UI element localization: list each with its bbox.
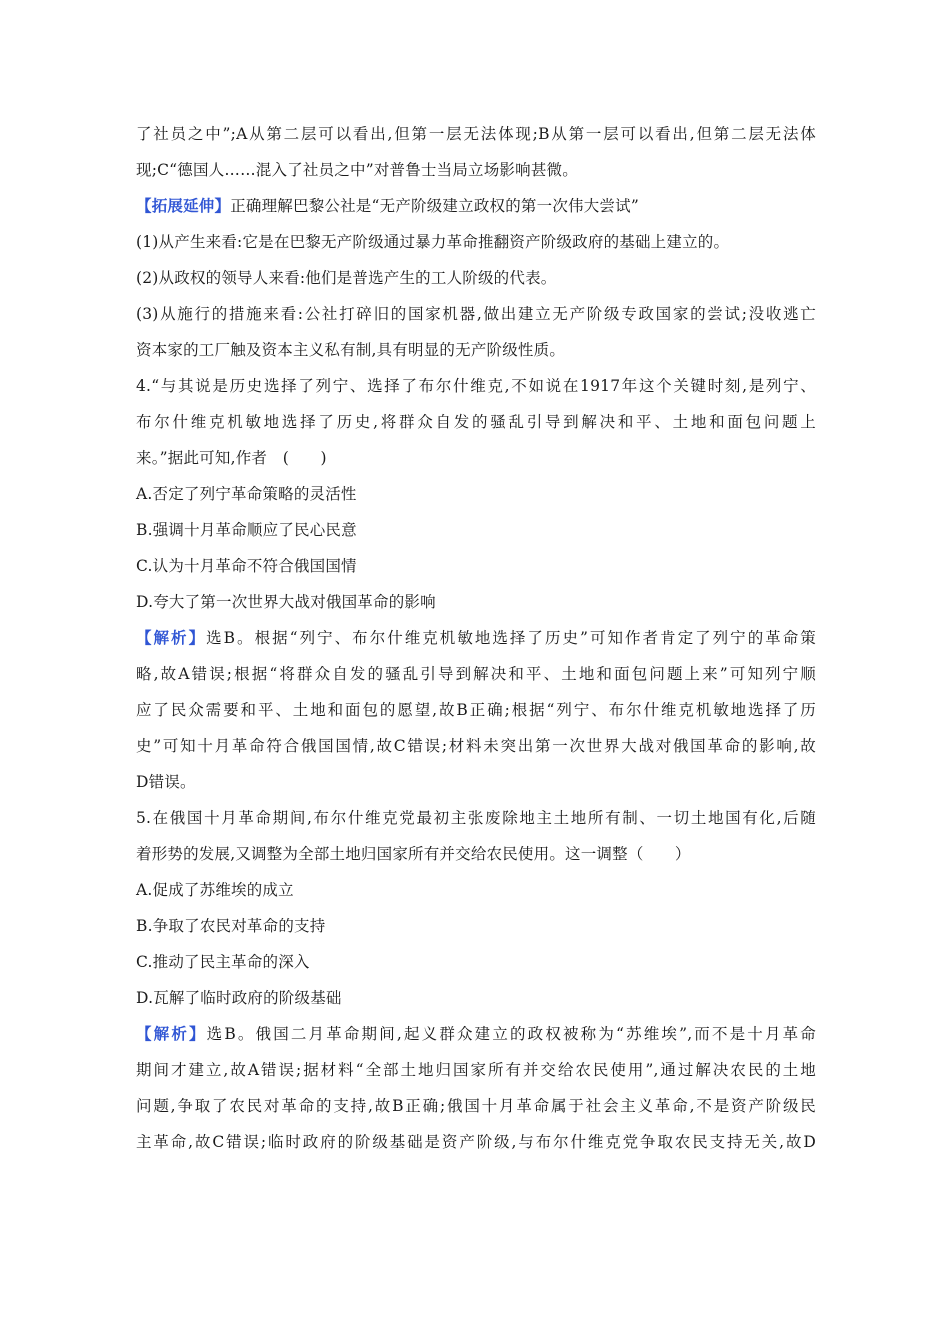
option-d: D.夸大了第一次世界大战对俄国革命的影响 [136, 593, 436, 611]
extension-section [136, 188, 816, 368]
analysis-line [136, 1016, 816, 1052]
analysis-line: D错误。 [136, 773, 196, 791]
option-b: B.争取了农民对革命的支持 [136, 917, 326, 935]
analysis-line: 问题,争取了农民对革命的支持,故B正确;俄国十月革命属于社会主义革命,不是资产阶级民 [136, 1097, 816, 1115]
previous-analysis-continuation [136, 116, 816, 188]
analysis-line: 期间才建立,故A错误;据材料“全部土地归国家所有并交给农民使用”,通过解决农民的土地 [136, 1061, 816, 1079]
question-4 [136, 368, 816, 800]
extension-point: (2)从政权的领导人来看:他们是普选产生的工人阶级的代表。 [136, 269, 557, 287]
question-stem-line: 4.“与其说是历史选择了列宁、选择了布尔什维克,不如说在1917年这个关键时刻,是列宁、 [136, 377, 816, 395]
extension-title: 正确理解巴黎公社是“无产阶级建立政权的第一次伟大尝试” [230, 197, 639, 215]
question-stem-line: 着形势的发展,又调整为全部土地归国家所有并交给农民使用。这一调整（ ） [136, 845, 691, 863]
question-5 [136, 800, 816, 1160]
analysis-line [136, 620, 816, 656]
analysis-tag: 【解析】 [136, 1024, 207, 1043]
document-page [136, 116, 816, 1160]
analysis-text: 选B。根据“列宁、布尔什维克机敏地选择了历史”可知作者肯定了列宁的革命策 [206, 629, 816, 647]
question-stem-line: 来。”据此可知,作者 ( ) [136, 449, 327, 467]
option-a: A.否定了列宁革命策略的灵活性 [136, 485, 357, 503]
analysis-line: 主革命,故C错误;临时政府的阶级基础是资产阶级,与布尔什维克党争取农民支持无关,故D [136, 1133, 816, 1151]
extension-point: 资本家的工厂触及资本主义私有制,具有明显的无产阶级性质。 [136, 341, 566, 359]
option-d: D.瓦解了临时政府的阶级基础 [136, 989, 342, 1007]
analysis-line: 略,故A错误;根据“将群众自发的骚乱引导到解决和平、土地和面包问题上来”可知列宁顺 [136, 665, 816, 683]
question-stem-line: 布尔什维克机敏地选择了历史,将群众自发的骚乱引导到解决和平、土地和面包问题上 [136, 413, 816, 431]
option-b: B.强调十月革命顺应了民心民意 [136, 521, 357, 539]
option-c: C.认为十月革命不符合俄国国情 [136, 557, 357, 575]
analysis-line: 史”可知十月革命符合俄国国情,故C错误;材料未突出第一次世界大战对俄国革命的影响,故 [136, 737, 816, 755]
text-line: 了社员之中”;A从第二层可以看出,但第一层无法体现;B从第一层可以看出,但第二层无法体 [136, 125, 816, 143]
analysis-line: 应了民众需要和平、土地和面包的愿望,故B正确;根据“列宁、布尔什维克机敏地选择了历 [136, 701, 816, 719]
extension-tag: 【拓展延伸】 [136, 196, 231, 215]
option-a: A.促成了苏维埃的成立 [136, 881, 294, 899]
question-stem-line: 5.在俄国十月革命期间,布尔什维克党最初主张废除地主土地所有制、一切土地国有化,后随 [136, 809, 816, 827]
text-line: 现;C“德国人……混入了社员之中”对普鲁士当局立场影响甚微。 [136, 161, 578, 179]
option-c: C.推动了民主革命的深入 [136, 953, 310, 971]
extension-point: (1)从产生来看:它是在巴黎无产阶级通过暴力革命推翻资产阶级政府的基础上建立的。 [136, 233, 730, 251]
analysis-tag: 【解析】 [136, 628, 207, 647]
analysis-text: 选B。俄国二月革命期间,起义群众建立的政权被称为“苏维埃”,而不是十月革命 [206, 1025, 816, 1043]
extension-heading [136, 188, 816, 224]
extension-point: (3)从施行的措施来看:公社打碎旧的国家机器,做出建立无产阶级专政国家的尝试;没收逃亡 [136, 305, 816, 323]
